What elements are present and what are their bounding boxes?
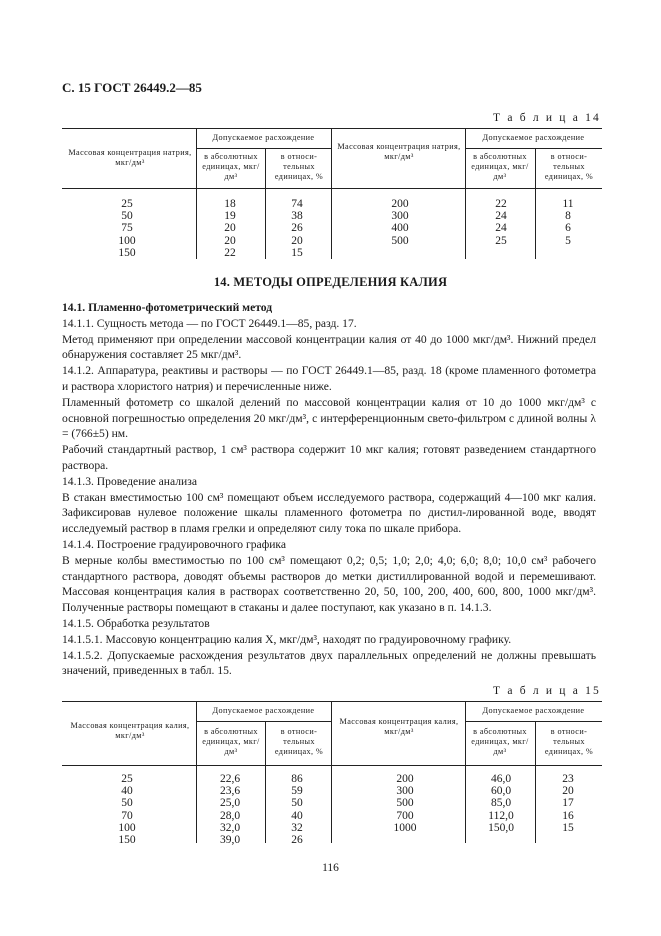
table-cell: 200 [391,198,409,210]
table-cell: 15 [291,246,303,259]
table-cell: 500 [396,797,414,810]
table-cell: 28,0 [219,809,241,822]
table14-header-rel-right: в относи-тельных единицах, % [544,152,594,181]
table14-header-rel-left: в относи-тельных единицах, % [274,152,324,181]
table14 [62,128,602,268]
table-cell: 16 [562,809,574,822]
table-cell: 24 [495,222,507,235]
table15-header-abs-right: в абсолютных единицах, мкг/дм³ [471,727,529,756]
table14-caption: Т а б л и ц а 14 [493,112,601,124]
table14-header-tol-left: Допускаемое расхождение [212,133,315,142]
table-cell: 100 [118,234,136,247]
table-cell: 20 [562,785,574,798]
table-cell: 11 [562,198,574,210]
paragraph: В стакан вместимостью 100 см³ помещают объем исследуемого раствора, содержащий 4—100 мкг калия. Зафиксировав нулевое положение шкалы пламенного фотометра по дистил-лированной воде, вводят исследуемый раствор в пламя грелки и определяют силу тока по шкале прибора. [62,490,596,536]
table-cell: 200 [396,773,414,785]
table-cell: 150,0 [488,821,514,834]
table14-header-conc-left: Массовая концентрация натрия, мкг/дм³ [68,148,192,167]
table-cell: 20 [291,234,303,247]
table14-header-abs-right: в абсолютных единицах, мкг/дм³ [471,152,529,181]
table15-abs-left [205,773,255,846]
table15-caption: Т а б л и ц а 15 [493,685,601,697]
table14-header-tol-right: Допускаемое расхождение [482,133,585,142]
paragraph: В мерные колбы вместимостью по 100 см³ помещают 0,2; 0,5; 1,0; 2,0; 4,0; 6,0; 8,0; 10,0 см³ рабочего стандартного раствора, доводят объемы растворов до метки дистиллированной водой и перемешивают. Массовая концентрация калия в растворах соответственно 20, 50, 100, 200, 400, 600, 800, 1000 мкг/дм³. Полученные растворы помещают в стаканы и далее поступают, как указано в п. 14.1.3. [62,553,596,615]
table15-abs-right [476,773,526,834]
table-cell: 100 [118,821,136,834]
table-cell: 17 [562,797,574,810]
paragraph: 14.1.5.2. Допускаемые расхождения результатов двух параллельных определений не должны превышать значений, приведенных в табл. 15. [62,648,596,678]
table-cell: 20 [224,234,236,247]
table-cell: 32,0 [219,821,241,834]
table-cell: 75 [121,222,133,235]
table14-header-abs-left: в абсолютных единицах, мкг/дм³ [202,152,260,181]
table-cell: 19 [224,210,236,223]
paragraph: 14.1.5. Обработка результатов [62,616,210,630]
paragraph: Рабочий стандартный раствор, 1 см³ раствора содержит 10 мкг калия; готовят разведением стандартного раствора. [62,443,596,472]
table-cell: 5 [565,234,571,247]
table15-header-rel-right: в относи-тельных единицах, % [544,727,594,756]
table-cell: 85,0 [490,797,512,810]
table-cell: 300 [396,785,414,798]
table15-conc-right [374,773,436,834]
table-cell: 112,0 [488,809,514,822]
table-cell: 32 [291,821,303,834]
table14-rel-left [272,198,322,259]
table15-header-rel-left: в относи-тельных единицах, % [274,727,324,756]
table14-abs-left [205,198,255,259]
table-cell: 24 [495,210,507,223]
table-cell: 46,0 [490,773,512,785]
table-cell: 150 [118,833,136,846]
table14-conc-left [102,198,152,259]
table15-header-tol-left: Допускаемое расхождение [212,706,315,715]
table-cell: 6 [565,222,571,235]
table14-rel-right [543,198,593,247]
table-cell: 70 [121,809,133,822]
table-cell: 38 [291,210,303,223]
table-cell: 22 [495,198,507,210]
table-cell: 400 [391,222,409,235]
table-cell: 25 [495,234,507,247]
table-cell: 500 [391,234,409,247]
table-cell: 40 [121,785,133,798]
page-header: С. 15 ГОСТ 26449.2—85 [62,80,202,95]
table15-header-abs-left: в абсолютных единицах, мкг/дм³ [202,727,260,756]
table-cell: 39,0 [219,833,241,846]
table-cell: 26 [291,222,303,235]
section-title: 14. МЕТОДЫ ОПРЕДЕЛЕНИЯ КАЛИЯ [213,275,448,289]
table-cell: 20 [224,222,236,235]
table-cell: 50 [121,210,133,223]
table15-header-conc-left: Массовая концентрация калия, мкг/дм³ [70,721,190,740]
table-cell: 50 [291,797,303,810]
table15-header-conc-right: Массовая концентрация калия, мкг/дм³ [339,717,459,736]
table-cell: 26 [291,833,303,846]
table15 [62,701,602,851]
paragraph: 14.1.5.1. Массовую концентрацию калия X, мкг/дм³, находят по градуировочному графику. [62,632,512,646]
table-cell: 23,6 [219,785,241,798]
table-cell: 18 [224,198,236,210]
paragraph: Метод применяют при определении массовой концентрации калия от 40 до 1000 мкг/дм³. Нижний предел обнаружения составляет 25 мкг/дм³. [62,332,596,362]
table-cell: 86 [291,773,303,785]
table15-rel-right [543,773,593,834]
table-cell: 1000 [393,821,417,834]
table14-abs-right [476,198,526,247]
table15-rel-left [272,773,322,846]
table-cell: 50 [121,797,133,810]
table15-header-tol-right: Допускаемое расхождение [482,706,585,715]
page-number: 116 [322,862,339,874]
subsection-heading: 14.1. Пламенно-фотометрический метод [62,301,273,314]
paragraph: 14.1.4. Построение градуировочного графика [62,537,287,551]
table-cell: 8 [565,210,571,223]
paragraph: 14.1.3. Проведение анализа [62,474,197,488]
table-cell: 25 [121,773,133,785]
table-cell: 23 [562,773,574,785]
table14-conc-right [374,198,426,247]
table-cell: 60,0 [490,785,512,798]
table-cell: 22,6 [219,773,241,785]
table-cell: 300 [391,210,409,223]
table-cell: 22 [224,246,236,259]
table-cell: 25 [121,198,133,210]
table-cell: 150 [118,246,136,259]
table-cell: 40 [291,809,303,822]
table-cell: 15 [562,821,574,834]
paragraph: Пламенный фотометр со шкалой делений по массовой концентрации калия от 10 до 1000 мкг/дм³ с основной погрешностью определения 20 мкг/дм³, с интерференционным свето-фильтром с длиной волны λ = (766±5) нм. [62,395,596,441]
table14-header-conc-right: Массовая концентрация натрия, мкг/дм³ [337,142,461,161]
section-body [62,300,596,679]
table-cell: 25,0 [219,797,241,810]
paragraph: 14.1.1. Сущность метода — по ГОСТ 26449.1—85, разд. 17. [62,316,357,330]
paragraph: 14.1.2. Аппаратура, реактивы и растворы — по ГОСТ 26449.1—85, разд. 18 (кроме пламенного фотометра и раствора хлористого натрия) и перечисленные ниже. [62,364,596,393]
table15-conc-left [102,773,152,846]
table-cell: 59 [291,785,303,798]
table-cell: 74 [291,198,303,210]
table-cell: 700 [396,809,414,822]
